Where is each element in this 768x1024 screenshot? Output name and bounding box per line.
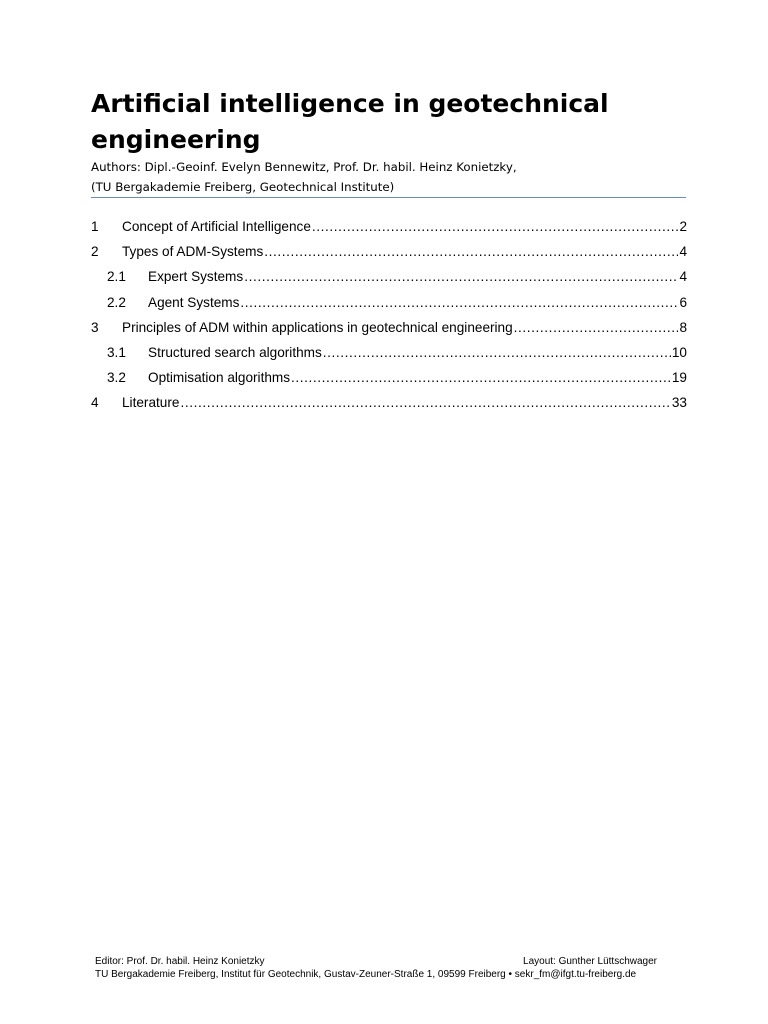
footer-editor: Editor: Prof. Dr. habil. Heinz Konietzky (95, 956, 265, 967)
toc-title: Literature (122, 395, 180, 411)
toc-leader (323, 340, 671, 365)
affiliation-line: (TU Bergakademie Freiberg, Geotechnical Institute) (91, 180, 395, 194)
table-of-contents (91, 214, 687, 416)
title-divider (91, 197, 686, 198)
toc-page: 8 (679, 319, 687, 335)
toc-number: 3 (91, 319, 99, 335)
toc-entry[interactable] (91, 340, 687, 365)
toc-number: 1 (91, 219, 99, 234)
author-block (91, 157, 691, 197)
toc-leader (291, 365, 671, 390)
footer-address-row (95, 968, 657, 981)
toc-number: 4 (91, 395, 99, 411)
toc-page: 2 (679, 219, 687, 234)
toc-entry[interactable] (91, 365, 687, 390)
toc-page: 4 (679, 244, 687, 260)
toc-page: 4 (679, 269, 687, 285)
toc-number: 2.2 (107, 294, 126, 310)
toc-leader (264, 239, 678, 264)
footer-layout: Layout: Gunther Lüttschwager (523, 956, 657, 967)
toc-entry[interactable] (91, 264, 687, 289)
toc-title: Concept of Artificial Intelligence (122, 219, 311, 234)
toc-title: Types of ADM-Systems (122, 244, 264, 260)
toc-title: Expert Systems (148, 269, 244, 285)
toc-entry[interactable] (91, 315, 687, 340)
toc-number: 2 (91, 244, 99, 260)
toc-leader (244, 264, 678, 289)
toc-number: 2.1 (107, 269, 126, 285)
document-title: Artificial intelligence in geotechnical engineering (91, 89, 609, 154)
authors-line: Authors: Dipl.-Geoinf. Evelyn Bennewitz, Prof. Dr. habil. Heinz Konietzky, (91, 160, 517, 174)
toc-page: 6 (679, 294, 687, 310)
toc-leader (180, 390, 670, 415)
toc-entry[interactable] (91, 239, 687, 264)
toc-page: 10 (671, 344, 687, 360)
toc-page: 19 (671, 370, 687, 386)
toc-entry[interactable] (91, 214, 687, 239)
toc-entry[interactable] (91, 290, 687, 315)
toc-number: 3.2 (107, 370, 126, 386)
toc-title: Agent Systems (148, 294, 240, 310)
toc-title: Optimisation algorithms (148, 370, 291, 386)
toc-title: Principles of ADM within applications in geotechnical engineering (122, 319, 513, 335)
toc-leader (312, 214, 679, 239)
footer-credits (95, 955, 657, 968)
toc-leader (240, 290, 678, 315)
footer-address: TU Bergakademie Freiberg, Institut für Geotechnik, Gustav-Zeuner-Straße 1, 09599 Freiberg • sekr_fm@ifgt.tu-freiberg.de (95, 969, 637, 980)
toc-entry[interactable] (91, 390, 687, 415)
toc-number: 3.1 (107, 344, 126, 360)
toc-leader (514, 315, 679, 340)
page-footer (95, 955, 657, 981)
toc-title: Structured search algorithms (148, 344, 322, 360)
toc-page: 33 (671, 395, 687, 411)
